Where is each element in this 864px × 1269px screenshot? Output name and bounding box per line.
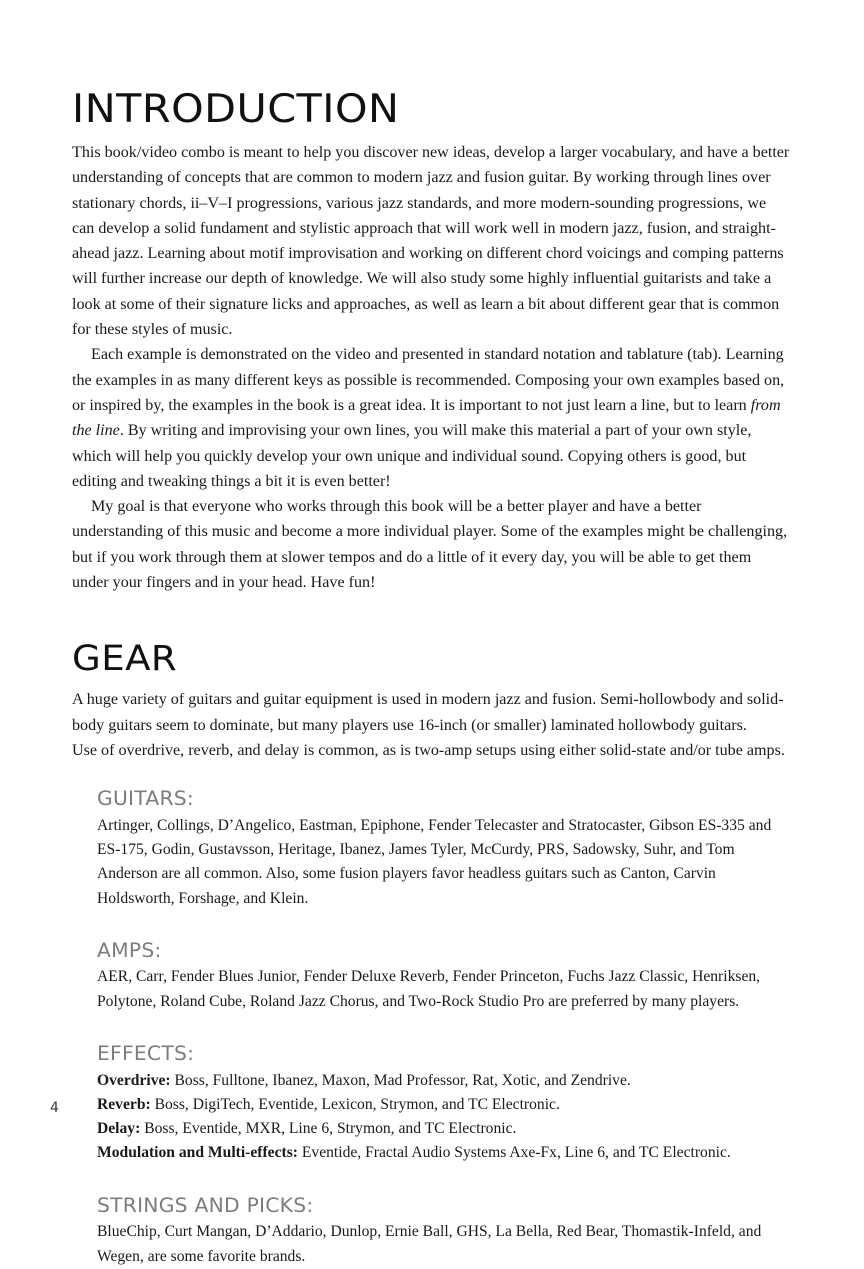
introduction-paragraph-2-part-1: Each example is demonstrated on the video and presented in standard notation and tablature (tab). Learning the examples in as many different keys as possible is recommended. Composing your own examples based on, or inspired by, the examples in the book is a great idea. It is important to not just learn a line, but to learn (72, 346, 785, 414)
effects-line-label: Delay: (97, 1120, 141, 1138)
introduction-paragraph-1: This book/video combo is meant to help you discover new ideas, develop a larger vocabulary, and have a better understanding of concepts that are common to modern jazz and fusion guitar. By working through lines over stationary chords, ii–V–I progressions, various jazz standards, and more modern-sounding progressions, we can develop a solid fundament and stylistic approach that will work well in modern jazz, fusion, and straight-ahead jazz. Learning about motif improvisation and working on different chord voicings and comping patterns will further increase our depth of knowledge. We will also study some highly influential guitarists and take a look at some of their signature licks and approaches, as well as learn a bit about different gear that is common for these styles of music. (72, 144, 790, 339)
effects-line-text: Boss, Eventide, MXR, Line 6, Strymon, and TC Electronic. (140, 1120, 517, 1138)
gear-intro-line-2: Use of overdrive, reverb, and delay is common, as is two-amp setups using either solid-state and/or tube amps. (72, 741, 785, 759)
introduction-paragraph-3: My goal is that everyone who works through this book will be a better player and have a better understanding of this music and become a more individual player. Some of the examples might be challenging, but if you work through them at slower tempos and do a little of it every day, you will be able to get them under your fingers and in your head. Have fun! (72, 498, 788, 592)
gear-section-amps (97, 911, 790, 1014)
introduction-paragraph-2 (72, 342, 790, 494)
amps-body: AER, Carr, Fender Blues Junior, Fender Deluxe Reverb, Fender Princeton, Fuchs Jazz Classic, Henriksen, Polytone, Roland Cube, Roland Jazz Chorus, and Two-Rock Studio Pro are preferred by many players. (97, 968, 761, 1010)
effects-body (97, 1064, 790, 1166)
effects-line (97, 1117, 790, 1141)
effects-line-label: Reverb: (97, 1095, 151, 1113)
amps-subheading: AMPS: (97, 938, 162, 962)
effects-line-text: Boss, Fulltone, Ibanez, Maxon, Mad Professor, Rat, Xotic, and Zendrive. (170, 1071, 631, 1089)
strings-and-picks-subheading: STRINGS AND PICKS: (97, 1193, 314, 1217)
effects-line (97, 1069, 790, 1093)
gear-intro-line-1: A huge variety of guitars and guitar equipment is used in modern jazz and fusion. Semi-hollowbody and solid-body guitars seem to dominate, but many players use 16-inch (or smaller) laminated hollowbody guitars. (72, 691, 784, 734)
effects-line-text: Boss, DigiTech, Eventide, Lexicon, Strymon, and TC Electronic. (150, 1095, 560, 1113)
effects-line-label: Overdrive: (97, 1071, 171, 1089)
page-number: 4 (50, 1100, 59, 1116)
gear-intro (72, 677, 790, 763)
introduction-heading: INTRODUCTION (72, 87, 400, 132)
gear-heading: GEAR (72, 639, 178, 680)
gear-section-guitars (97, 763, 790, 911)
introduction-paragraph-2-emphasis: from the line (72, 396, 781, 440)
effects-line-text: Eventide, Fractal Audio Systems Axe-Fx, Line 6, and TC Electronic. (297, 1144, 731, 1162)
gear-section-effects (97, 1014, 790, 1166)
effects-line-label: Modulation and Multi-effects: (97, 1144, 298, 1162)
page-content (72, 0, 790, 1269)
strings-and-picks-body: BlueChip, Curt Mangan, D’Addario, Dunlop, Ernie Ball, GHS, La Bella, Red Bear, Thomastik-Infeld, and Wegen, are some favorite brands. (97, 1223, 762, 1265)
introduction-paragraph-2-part-2: . By writing and improvising your own lines, you will make this material a part of your own style, which will help you quickly develop your own unique and individual sound. Copying others is good, but editing and tweaking things a bit it is even better! (72, 422, 752, 490)
effects-line (97, 1093, 790, 1117)
guitars-body: Artinger, Collings, D’Angelico, Eastman, Epiphone, Fender Telecaster and Stratocaster, Gibson ES-335 and ES-175, Godin, Gustavsson, Heritage, Ibanez, James Tyler, McCurdy, PRS, Sadowsky, Suhr, and Tom Anderson are all common. Also, some fusion players favor headless guitars such as Canton, Carvin Holdsworth, Forshage, and Klein. (97, 816, 772, 907)
gear-section-strings-and-picks (97, 1166, 790, 1269)
effects-subheading: EFFECTS: (97, 1042, 195, 1066)
effects-line (97, 1141, 790, 1165)
guitars-subheading: GUITARS: (97, 787, 194, 811)
